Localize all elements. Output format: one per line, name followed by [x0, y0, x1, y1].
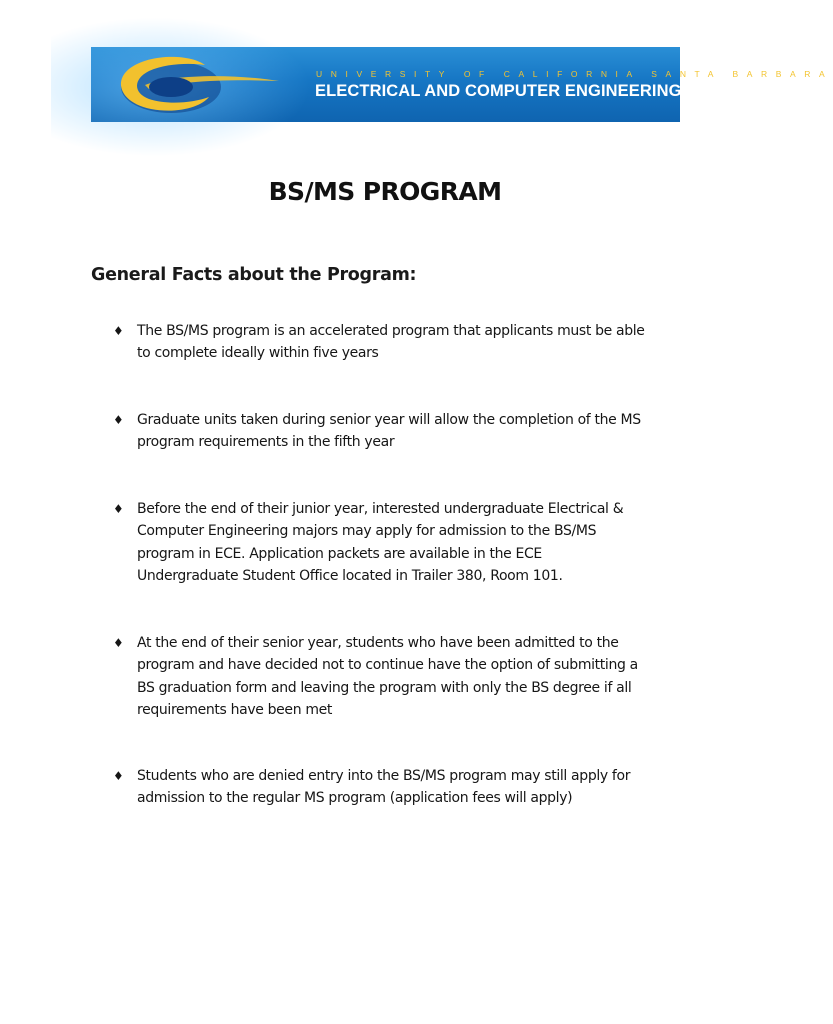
diamond-bullet-icon: ♦ — [113, 502, 124, 516]
fact-line: program and have decided not to continue have the option of submitting a — [137, 657, 638, 674]
fact-line: Students who are denied entry into the BS/MS program may still apply for — [137, 768, 631, 784]
page-title: BS/MS PROGRAM — [268, 177, 502, 206]
fact-text — [137, 320, 703, 365]
section-heading: General Facts about the Program: — [91, 265, 417, 285]
fact-line: Undergraduate Student Office located in Trailer 380, Room 101. — [137, 567, 563, 584]
fact-text — [137, 765, 703, 810]
fact-line: BS graduation form and leaving the program with only the BS degree if all — [137, 679, 632, 696]
diamond-bullet-icon: ♦ — [113, 769, 124, 783]
fact-text — [137, 498, 703, 587]
fact-text — [137, 632, 703, 721]
diamond-bullet-icon: ♦ — [113, 413, 124, 427]
fact-line: The BS/MS program is an accelerated program that applicants must be able — [137, 323, 645, 339]
department-name: ELECTRICAL AND COMPUTER ENGINEERING — [315, 82, 682, 100]
diamond-bullet-icon: ♦ — [113, 636, 124, 650]
fact-line: requirements have been met — [137, 701, 333, 718]
fact-line: At the end of their senior year, students who have been admitted to the — [137, 635, 619, 651]
fact-line: Computer Engineering majors may apply for admission to the BS/MS — [137, 523, 597, 540]
university-name: UNIVERSITY OF CALIFORNIA SANTA BARBARA — [316, 69, 833, 79]
diamond-bullet-icon: ♦ — [113, 324, 124, 338]
fact-item-1 — [113, 320, 703, 365]
fact-line: program requirements in the fifth year — [137, 434, 395, 451]
fact-item-2 — [113, 409, 703, 454]
ucsb-ece-banner — [91, 47, 833, 122]
fact-line: program in ECE. Application packets are available in the ECE — [137, 545, 542, 562]
fact-line: admission to the regular MS program (application fees will apply) — [137, 790, 573, 807]
fact-line: Graduate units taken during senior year will allow the completion of the MS — [137, 412, 641, 428]
fact-item-5 — [113, 765, 703, 810]
fact-item-4 — [113, 632, 703, 721]
ucsb-c-logo-icon — [109, 51, 299, 119]
fact-line: to complete ideally within five years — [137, 345, 379, 362]
fact-text — [137, 409, 703, 454]
fact-item-3 — [113, 498, 703, 587]
fact-line: Before the end of their junior year, interested undergraduate Electrical & — [137, 501, 624, 517]
